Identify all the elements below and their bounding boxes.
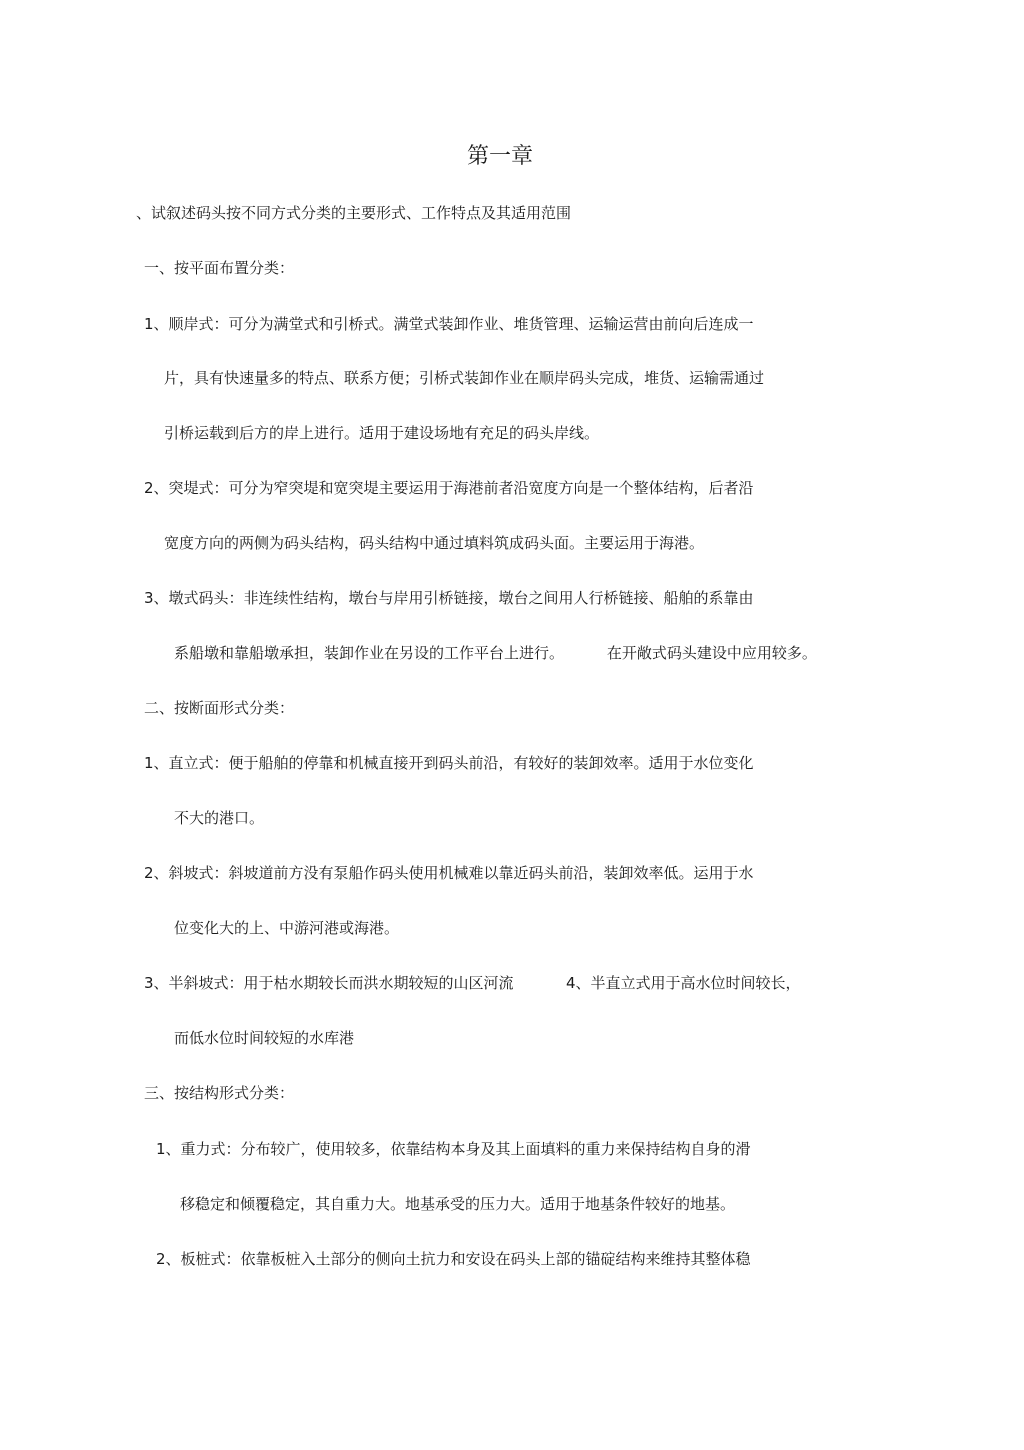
question-line: 、试叙述码头按不同方式分类的主要形式、工作特点及其适用范围: [136, 204, 572, 222]
paragraph-line: 1、顺岸式：可分为满堂式和引桥式。满堂式装卸作业、堆货管理、运输运营由前向后连成一: [144, 315, 754, 333]
paragraph-line: 系船墩和靠船墩承担，装卸作业在另设的工作平台上进行。 在开敞式码头建设中应用较多。: [174, 644, 817, 662]
paragraph-line: 片，具有快速量多的特点、联系方便；引桥式装卸作业在顺岸码头完成，堆货、运输需通过: [164, 369, 765, 387]
paragraph-line: 2、突堤式：可分为窄突堤和宽突堤主要运用于海港前者沿宽度方向是一个整体结构，后者沿: [144, 479, 754, 497]
section-heading-structure: 三、按结构形式分类：: [144, 1084, 295, 1102]
section-heading-cross-section: 二、按断面形式分类：: [144, 699, 295, 717]
paragraph-line: 2、斜坡式：斜坡道前方没有泵船作码头使用机械难以靠近码头前沿，装卸效率低。运用于水: [144, 864, 754, 882]
chapter-title: 第一章: [466, 144, 533, 169]
paragraph-line: 不大的港口。: [174, 809, 265, 827]
paragraph-line: 2、板桩式：依靠板桩入土部分的侧向土抗力和安设在码头上部的锚碇结构来维持其整体稳: [156, 1250, 751, 1268]
paragraph-line: 1、重力式：分布较广，使用较多，依靠结构本身及其上面填料的重力来保持结构自身的滑: [156, 1140, 751, 1158]
paragraph-line: 而低水位时间较短的水库港: [174, 1029, 355, 1047]
paragraph-line: 宽度方向的两侧为码头结构，码头结构中通过填料筑成码头面。主要运用于海港。: [164, 534, 705, 552]
paragraph-line: 移稳定和倾覆稳定，其自重力大。地基承受的压力大。适用于地基条件较好的地基。: [180, 1195, 736, 1213]
paragraph-line: 位变化大的上、中游河港或海港。: [174, 919, 400, 937]
paragraph-line: 1、直立式：便于船舶的停靠和机械直接开到码头前沿，有较好的装卸效率。适用于水位变化: [144, 754, 754, 772]
paragraph-line: 引桥运载到后方的岸上进行。适用于建设场地有充足的码头岸线。: [164, 424, 600, 442]
paragraph-line: 3、墩式码头：非连续性结构，墩台与岸用引桥链接，墩台之间用人行桥链接、船舶的系靠由: [144, 589, 754, 607]
paragraph-line: 3、半斜坡式：用于枯水期较长而洪水期较短的山区河流 4、半直立式用于高水位时间较长，: [144, 974, 801, 992]
section-heading-plan-layout: 一、按平面布置分类：: [144, 259, 295, 277]
